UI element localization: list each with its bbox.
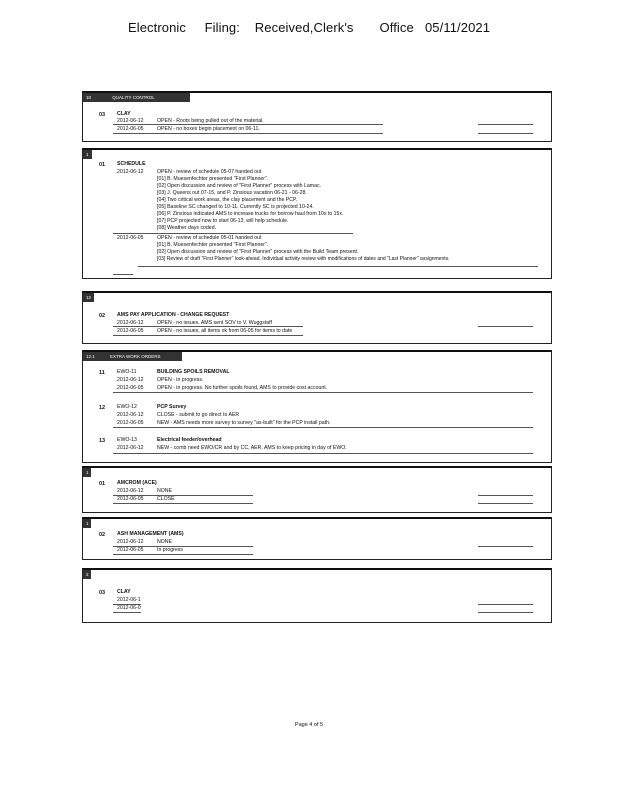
amcom-section bbox=[82, 466, 552, 513]
entry-text: OPEN - no issues. AMS sent SOV to V. Wuggstaff bbox=[157, 320, 272, 326]
entry-text: [03] Review of draft "First Planner" look-ahead. Individual activity review with modifications of dates and "Last Planner" assignments. bbox=[157, 256, 450, 262]
entry-text: NEW - comb need EWO/CR and by CC, AER, AMS to keep pricing in day of EWO. bbox=[157, 445, 347, 451]
entry-text: CLOSE bbox=[157, 496, 175, 502]
item-title: Electrical feeder/overhead bbox=[157, 437, 222, 443]
entry-text: [07] PCP projected now to start 06-13, will help schedule. bbox=[157, 218, 289, 224]
divider bbox=[113, 233, 353, 234]
item-number: 01 bbox=[99, 481, 106, 487]
entry-date: 2012-06-05 bbox=[117, 496, 144, 502]
divider bbox=[113, 503, 253, 504]
page-number: Page 4 of 5 bbox=[294, 722, 324, 728]
pay-application-section bbox=[82, 291, 552, 344]
divider bbox=[478, 604, 533, 605]
schedule-section bbox=[82, 148, 552, 279]
divider bbox=[138, 266, 538, 267]
divider bbox=[113, 546, 253, 547]
item-number: 01 bbox=[99, 162, 106, 168]
item-title: CLAY bbox=[117, 111, 131, 117]
entry-text: [02] Open discussion and review of "First Planner" process with Lamac. bbox=[157, 183, 321, 189]
entry-text: OPEN - in progress. bbox=[157, 377, 204, 383]
section-bar bbox=[83, 468, 91, 477]
entry-text: NONE bbox=[157, 488, 172, 494]
quality-control-section bbox=[82, 91, 552, 142]
divider bbox=[478, 546, 533, 547]
divider bbox=[478, 495, 533, 496]
divider bbox=[478, 612, 533, 613]
entry-text: OPEN - in progress. No further spoils found, AMS to provide cost account. bbox=[157, 385, 328, 391]
divider bbox=[113, 427, 533, 428]
entry-text: OPEN - no issues, all items ok from 06-05 for items to date bbox=[157, 328, 293, 334]
entry-text: [01] B. Muesenfechter presented "First Planner". bbox=[157, 176, 269, 182]
section-bar bbox=[83, 352, 182, 361]
section-number: 2 bbox=[86, 572, 89, 577]
divider bbox=[113, 392, 533, 393]
section-title: EXTRA WORK ORDERS bbox=[110, 354, 161, 359]
entry-date: 2012-06-12 bbox=[117, 539, 144, 545]
item-title: SCHEDULE bbox=[117, 161, 146, 167]
item-title: AMCROM (ACE) bbox=[117, 480, 157, 486]
section-number: 12.1 bbox=[86, 354, 95, 359]
entry-date: 2012-06-12 bbox=[117, 169, 144, 175]
divider bbox=[478, 503, 533, 504]
divider bbox=[113, 453, 533, 454]
entry-date: 2012-06-12 bbox=[117, 118, 144, 124]
item-number: 13 bbox=[99, 438, 106, 444]
entry-date: 2012-06-05 bbox=[117, 547, 144, 553]
divider bbox=[113, 495, 253, 496]
entry-date: 2012-06-12 bbox=[117, 488, 144, 494]
entry-text: [08] Weather days coded. bbox=[157, 225, 217, 231]
item-number: 11 bbox=[99, 370, 105, 376]
section-number: 1 bbox=[86, 470, 89, 475]
extra-work-orders-section bbox=[82, 350, 552, 463]
section-bar bbox=[83, 570, 91, 579]
divider bbox=[113, 133, 383, 134]
entry-text: [05] Baseline SC changed to 10-11. Currently SC is projected 10-24. bbox=[157, 204, 314, 210]
entry-date: 2012-06-12 bbox=[117, 412, 144, 418]
entry-text: [06] P. Zinsious indicated AMS to increase trucks for borrow haul from 10x to 15x. bbox=[157, 211, 344, 217]
item-number: 03 bbox=[99, 590, 106, 596]
section-bar bbox=[83, 93, 190, 102]
entry-date: 2012-06-12 bbox=[117, 320, 144, 326]
divider bbox=[113, 554, 253, 555]
item-title: BUILDING SPOILS REMOVAL bbox=[157, 369, 230, 375]
entry-date: 2012-06-12 bbox=[117, 445, 144, 451]
filing-header: Electronic Filing: Received,Clerk's Office 05/11/2021 bbox=[127, 20, 491, 35]
divider bbox=[478, 326, 533, 327]
entry-text: [03] J. Queens out 07-15, and P. Zinsious vacation 06-21 - 06-28. bbox=[157, 190, 307, 196]
item-number: 02 bbox=[99, 532, 106, 538]
entry-text: OPEN - review of schedule 05-01 handed out bbox=[157, 235, 262, 241]
entry-text: NEW - AMS needs more survey to survey "as-built" for the PCP install path. bbox=[157, 420, 331, 426]
divider bbox=[113, 604, 141, 605]
item-title: AMS PAY APPLICATION - CHANGE REQUEST bbox=[117, 312, 230, 318]
section-number: 1 bbox=[86, 521, 89, 526]
divider bbox=[478, 124, 533, 125]
section-title: QUALITY CONTROL bbox=[112, 95, 155, 100]
ewo-id: EWO-11 bbox=[117, 369, 137, 375]
entry-date: 2012-06-12 bbox=[117, 377, 144, 383]
section-number: 10 bbox=[86, 95, 92, 100]
section-bar bbox=[83, 519, 91, 528]
entry-text: [01] B. Muesenfechter presented "First Planner". bbox=[157, 242, 269, 248]
item-number: 03 bbox=[99, 112, 106, 118]
entry-text: [04] Two critical work areas, the clay placement and the PCP. bbox=[157, 197, 298, 203]
section-number: 12 bbox=[86, 295, 92, 300]
entry-text: [02] Open discussion and review of "First Planner" process with the Build Team present. bbox=[157, 249, 359, 255]
divider bbox=[113, 612, 141, 613]
divider bbox=[113, 326, 303, 327]
entry-date: 2012-06-0 bbox=[117, 605, 141, 611]
divider bbox=[113, 335, 303, 336]
entry-date: 2012-06-05 bbox=[117, 385, 144, 391]
item-number: 02 bbox=[99, 313, 106, 319]
entry-text: CLOSE - submit to go direct to AER bbox=[157, 412, 240, 418]
entry-text: OPEN - review of schedule 05-07 handed out bbox=[157, 169, 262, 175]
item-title: CLAY bbox=[117, 589, 131, 595]
section-bar bbox=[83, 150, 92, 159]
item-number: 12 bbox=[99, 405, 106, 411]
section-bar bbox=[83, 293, 94, 302]
ewo-id: EWO-12 bbox=[117, 404, 137, 410]
entry-date: 2012-06-05 bbox=[117, 126, 144, 132]
entry-date: 2012-06-05 bbox=[117, 235, 144, 241]
section-number: 1 bbox=[86, 152, 89, 157]
divider bbox=[478, 133, 533, 134]
divider bbox=[113, 124, 383, 125]
entry-text: OPEN - Roots being pulled out of the material. bbox=[157, 118, 264, 124]
divider bbox=[113, 274, 133, 275]
item-title: ASH MANAGEMENT (AMS) bbox=[117, 531, 184, 537]
item-title: PCP Survey bbox=[157, 404, 187, 410]
entry-text: NONE bbox=[157, 539, 172, 545]
ash-management-section bbox=[82, 517, 552, 560]
clay-section bbox=[82, 568, 552, 623]
entry-date: 2012-06-05 bbox=[117, 328, 144, 334]
ewo-id: EWO-13 bbox=[117, 437, 137, 443]
entry-date: 2012-06-1 bbox=[117, 597, 141, 603]
entry-text: OPEN - no boxes begin placement on 06-11. bbox=[157, 126, 260, 132]
entry-date: 2012-06-05 bbox=[117, 420, 144, 426]
entry-text: In progress bbox=[157, 547, 183, 553]
